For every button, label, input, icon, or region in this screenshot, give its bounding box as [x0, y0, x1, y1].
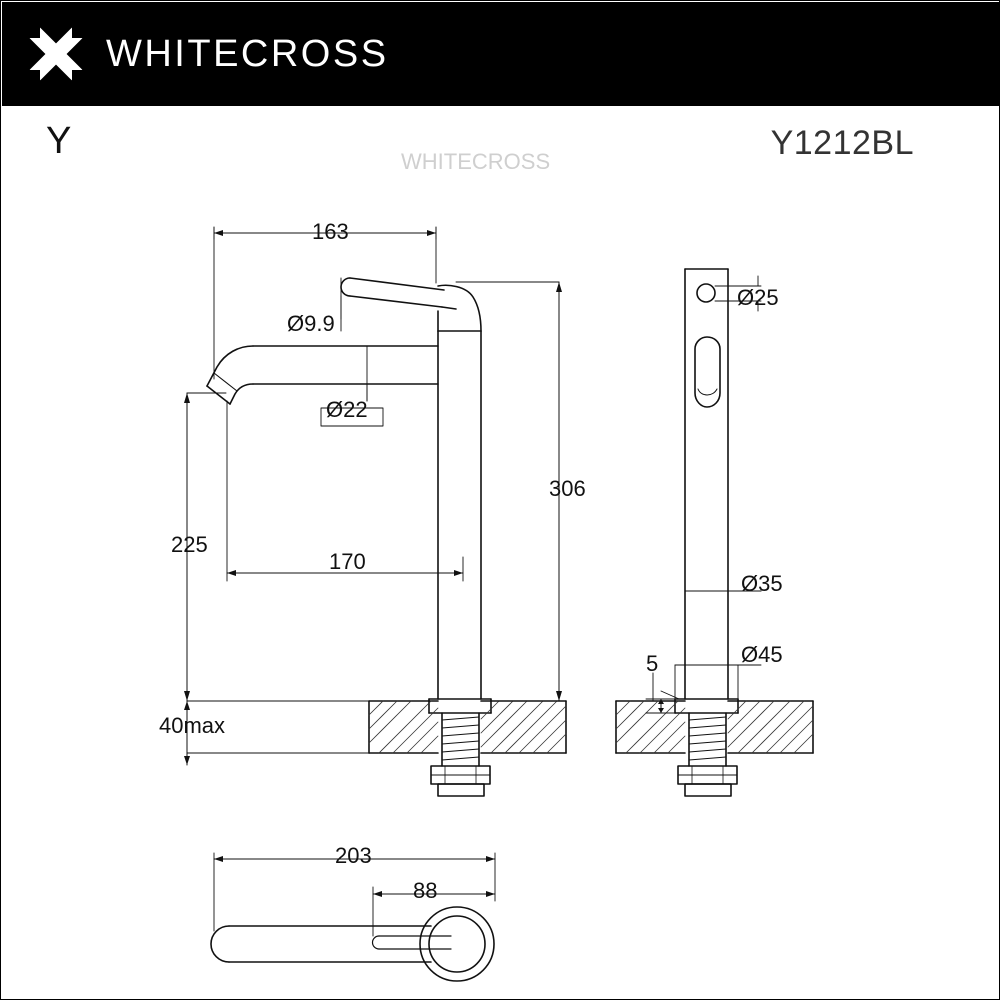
dim-d45: Ø45 — [741, 642, 783, 667]
dim-40max: 40max — [159, 713, 226, 738]
series-label: Y — [46, 120, 72, 162]
dim-d22: Ø22 — [326, 397, 368, 422]
watermark-text: WHITECROSS — [401, 149, 551, 174]
dim-d9-9: Ø9.9 — [287, 311, 335, 336]
dim-163: 163 — [312, 219, 349, 244]
dim-5: 5 — [646, 651, 659, 676]
model-code: Y1212BL — [770, 124, 914, 162]
brand-name: WHITECROSS — [106, 32, 389, 75]
dim-d25: Ø25 — [737, 285, 779, 310]
dim-225: 225 — [171, 532, 208, 557]
dim-306: 306 — [549, 476, 586, 501]
dim-170: 170 — [329, 549, 366, 574]
dim-88: 88 — [413, 878, 438, 903]
dim-d35: Ø35 — [741, 571, 783, 596]
dim-203: 203 — [335, 843, 372, 868]
